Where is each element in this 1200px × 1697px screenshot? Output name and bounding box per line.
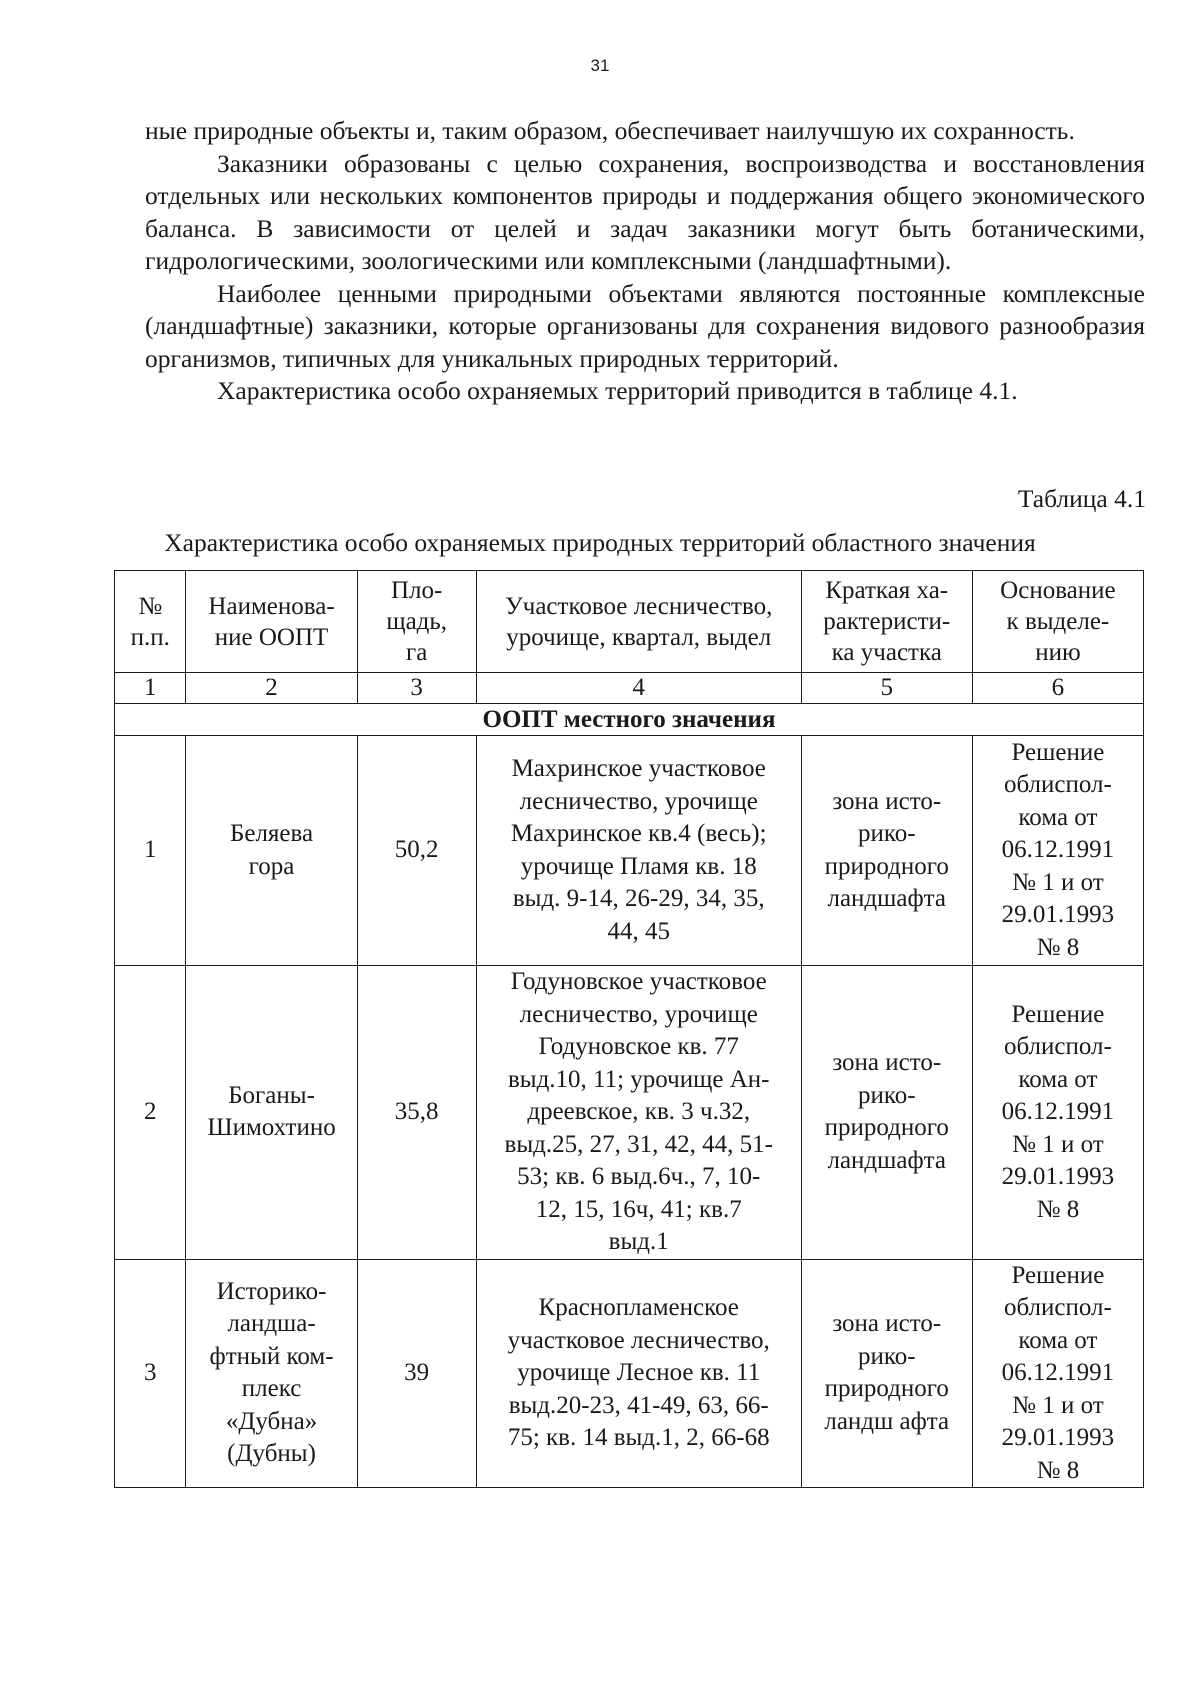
header-characteristic: Краткая ха- рактеристи- ка участка xyxy=(801,571,972,673)
oopt-characteristic: зона исто- рико- природного ландшафта xyxy=(801,966,972,1260)
header-number: № п.п. xyxy=(115,571,186,673)
oopt-location: Годуновское участковое лесничество, урочище Годуновское кв. 77 выд.10, 11; урочище Ан- дреевское, кв. 3 ч.32, выд.25, 27, 31, 42, 44, 51- 53; кв. 6 выд.6ч., 7, 10- 12, 15, 16ч, 41; кв.7 выд.1 xyxy=(476,966,801,1260)
header-location: Участковое лесничество, урочище, квартал, выдел xyxy=(476,571,801,673)
column-number: 3 xyxy=(357,673,476,704)
paragraph-4: Характеристика особо охраняемых территорий приводится в таблице 4.1. xyxy=(217,376,1018,405)
oopt-table xyxy=(114,570,1144,1488)
column-number: 5 xyxy=(801,673,972,704)
oopt-area: 35,8 xyxy=(357,966,476,1260)
row-number: 3 xyxy=(115,1259,186,1488)
table-label: Таблица 4.1 xyxy=(1017,484,1146,513)
oopt-basis: Решение облиспол- кома от 06.12.1991 № 1 и от 29.01.1993 № 8 xyxy=(972,1259,1143,1488)
row-number: 2 xyxy=(115,966,186,1260)
row-number: 1 xyxy=(115,736,186,966)
paragraph-3: Наиболее ценными природными объектами являются постоянные комплексные (ландшафтные) заказники, которые организованы для сохранения видового разнообразия организмов, типичных для уникальных природных территорий. xyxy=(145,278,1145,373)
column-number: 4 xyxy=(476,673,801,704)
oopt-location: Краснопламенское участковое лесничество, урочище Лесное кв. 11 выд.20-23, 41-49, 63, 66- 75; кв. 14 выд.1, 2, 66-68 xyxy=(476,1259,801,1488)
paragraph-2: Заказники образованы с целью сохранения, воспроизводства и восстановления отдельных или нескольких компонентов природы и поддержания общего экономического баланса. В зависимости от целей и задач заказники могут быть ботаническими, гидрологическими, зоологическими или комплексными (ландшафтными). xyxy=(145,148,1145,275)
oopt-basis: Решение облиспол- кома от 06.12.1991 № 1 и от 29.01.1993 № 8 xyxy=(972,966,1143,1260)
oopt-characteristic: зона исто- рико- природного ландшафта xyxy=(801,736,972,966)
header-area: Пло- щадь, га xyxy=(357,571,476,673)
oopt-name: Беляева гора xyxy=(186,736,357,966)
table-row xyxy=(115,736,1144,966)
oopt-basis: Решение облиспол- кома от 06.12.1991 № 1 и от 29.01.1993 № 8 xyxy=(972,736,1143,966)
table-caption: Характеристика особо охраняемых природных территорий областного значения xyxy=(164,528,1036,557)
oopt-characteristic: зона исто- рико- природного ландш афта xyxy=(801,1259,972,1488)
page-number: 31 xyxy=(590,56,610,75)
oopt-name: Боганы- Шимохтино xyxy=(186,966,357,1260)
section-row xyxy=(115,704,1144,736)
oopt-area: 39 xyxy=(357,1259,476,1488)
paragraph-1: ные природные объекты и, таким образом, обеспечивает наилучшую их сохранность. xyxy=(145,116,1075,145)
column-number: 6 xyxy=(972,673,1143,704)
header-basis: Основание к выделе- нию xyxy=(972,571,1143,673)
oopt-name: Историко- ландша- фтный ком- плекс «Дубна» (Дубны) xyxy=(186,1259,357,1488)
oopt-location: Махринское участковое лесничество, урочище Махринское кв.4 (весь); урочище Пламя кв. 18 выд. 9-14, 26-29, 34, 35, 44, 45 xyxy=(476,736,801,966)
section-title: ООПТ местного значения xyxy=(115,704,1144,736)
column-number: 1 xyxy=(115,673,186,704)
table-row xyxy=(115,1259,1144,1488)
header-name: Наименова- ние ООПТ xyxy=(186,571,357,673)
oopt-area: 50,2 xyxy=(357,736,476,966)
body-text xyxy=(145,115,1145,408)
column-number-row xyxy=(115,673,1144,704)
column-number: 2 xyxy=(186,673,357,704)
table-row xyxy=(115,966,1144,1260)
table-header-row xyxy=(115,571,1144,673)
